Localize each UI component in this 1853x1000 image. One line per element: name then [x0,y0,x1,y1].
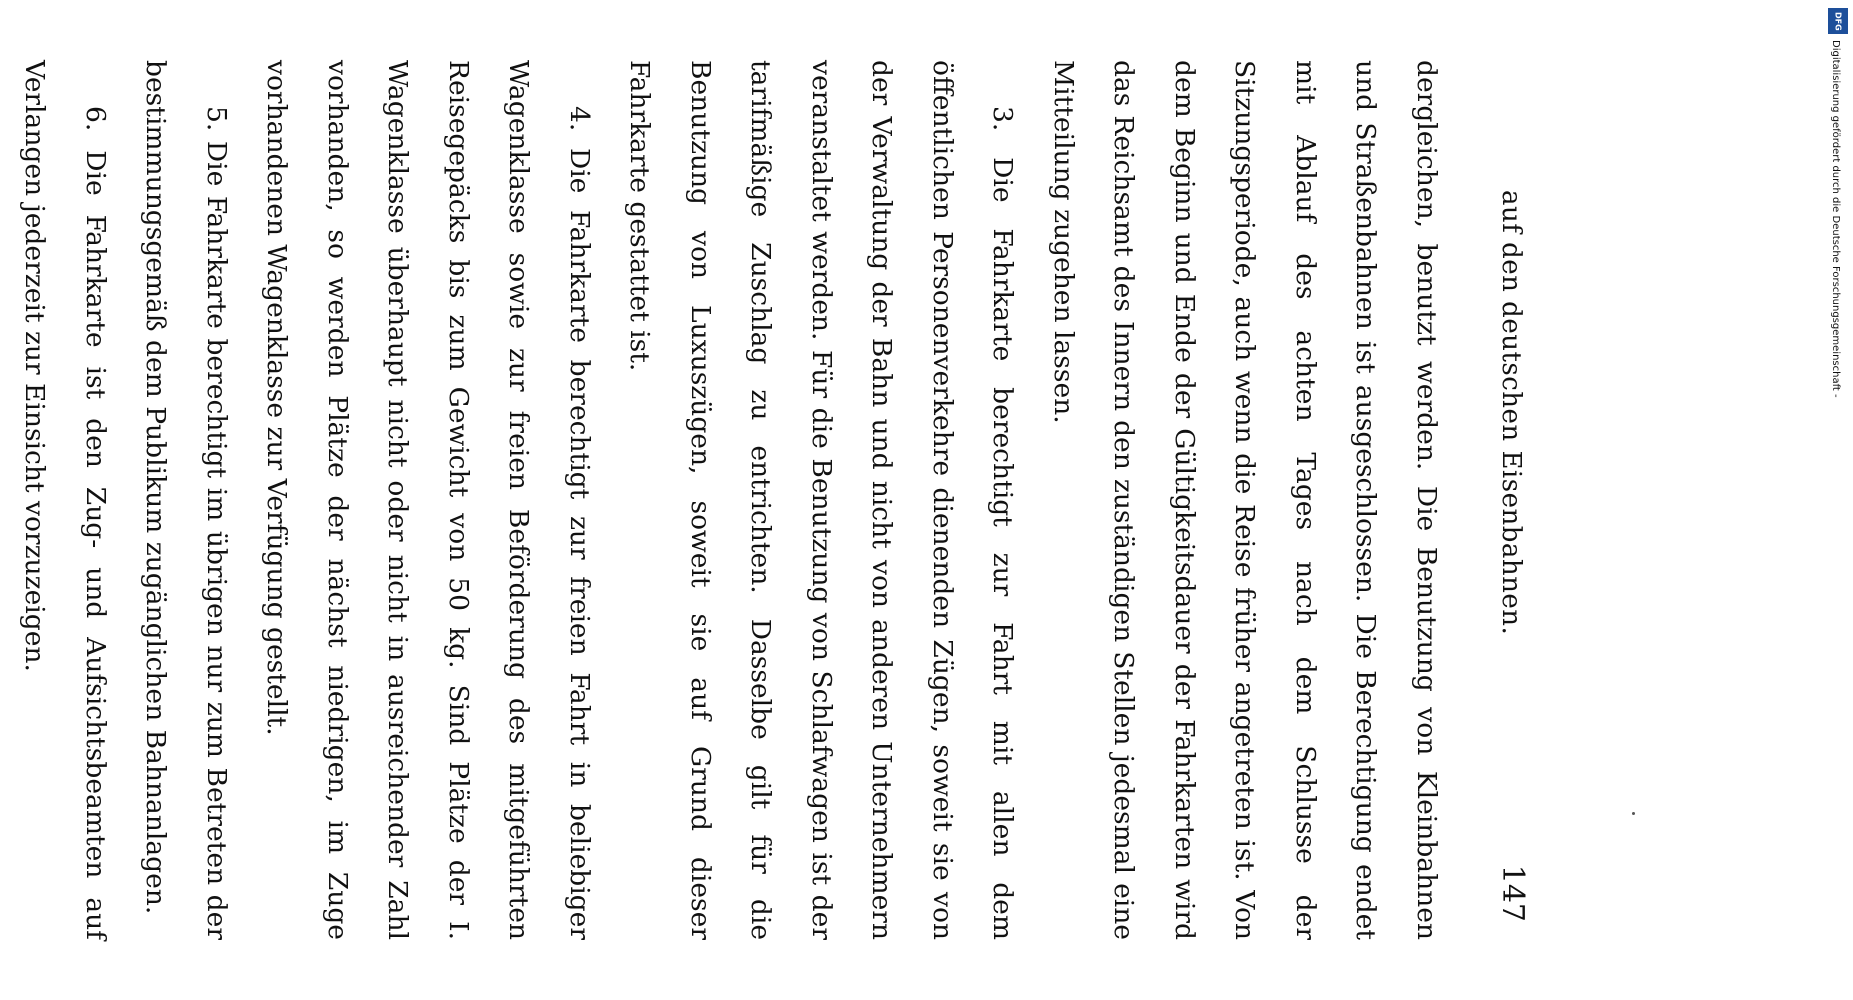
paragraph-section-7 [0,60,4,940]
paragraph-section-3: 3. Die Fahrkarte berechtigt zur Fahrt mit allen dem öffentlichen Personenverkehre dienenden Zügen, soweit sie von der Verwaltung der Bahn und nicht von anderen Unternehmern veranstaltet werden. Für die Benutzung von Schlafwagen ist der tarifmäßige Zuschlag zu entrichten. Dasselbe gilt für die Benutzung von Luxuszügen, soweit sie auf Grund dieser Fahrkarte gestattet ist. [624,60,1019,940]
rotated-document-page [19,60,1530,940]
paragraph-section-4: 4. Die Fahrkarte berechtigt zur freien Fahrt in beliebiger Wagenklasse sowie zur freien Beförderung des mitgeführten Reisegepäcks bis zum Gewicht von 50 kg. Sind Plätze der I. Wagenklasse überhaupt nicht oder nicht in ausreichender Zahl vorhanden, so werden Plätze der nächst niedrigen, im Zuge vorhandenen Wagenklasse zur Verfügung gestellt. [261,60,595,940]
paragraph-section-5: 5. Die Fahrkarte berechtigt im übrigen nur zum Betreten der bestimmungsgemäß dem Publikum zugänglichen Bahnanlagen. [140,60,232,940]
funding-banner [1828,8,1848,403]
body-text [0,60,1456,940]
page-number: 147 [1495,864,1530,922]
running-title: auf den deutschen Eisenbahnen. [1496,190,1526,636]
funding-note: Digitalisierung gefördert durch die Deutsche Forschungsgemeinschaft - [1830,40,1841,398]
paragraph-continuation: dergleichen, benutzt werden. Die Benutzung von Kleinbahnen und Straßenbahnen ist ausgeschlossen. Die Berechtigung endet mit Ablauf des achten Tages nach dem Schlusse der Sitzungsperiode, auch wenn die Reise früher angetreten ist. Von dem Beginn und Ende der Gültigkeitsdauer der Fahrkarten wird das Reichsamt des Innern den zuständigen Stellen jedesmal eine Mitteilung zugehen lassen. [1048,60,1442,940]
scan-speck [1632,812,1635,815]
dfg-logo: DFG [1828,8,1848,34]
paragraph-section-6: 6. Die Fahrkarte ist den Zug- und Aufsichtsbeamten auf Verlangen jederzeit zur Einsicht vorzuzeigen. [19,60,111,940]
page-header [1480,60,1530,940]
